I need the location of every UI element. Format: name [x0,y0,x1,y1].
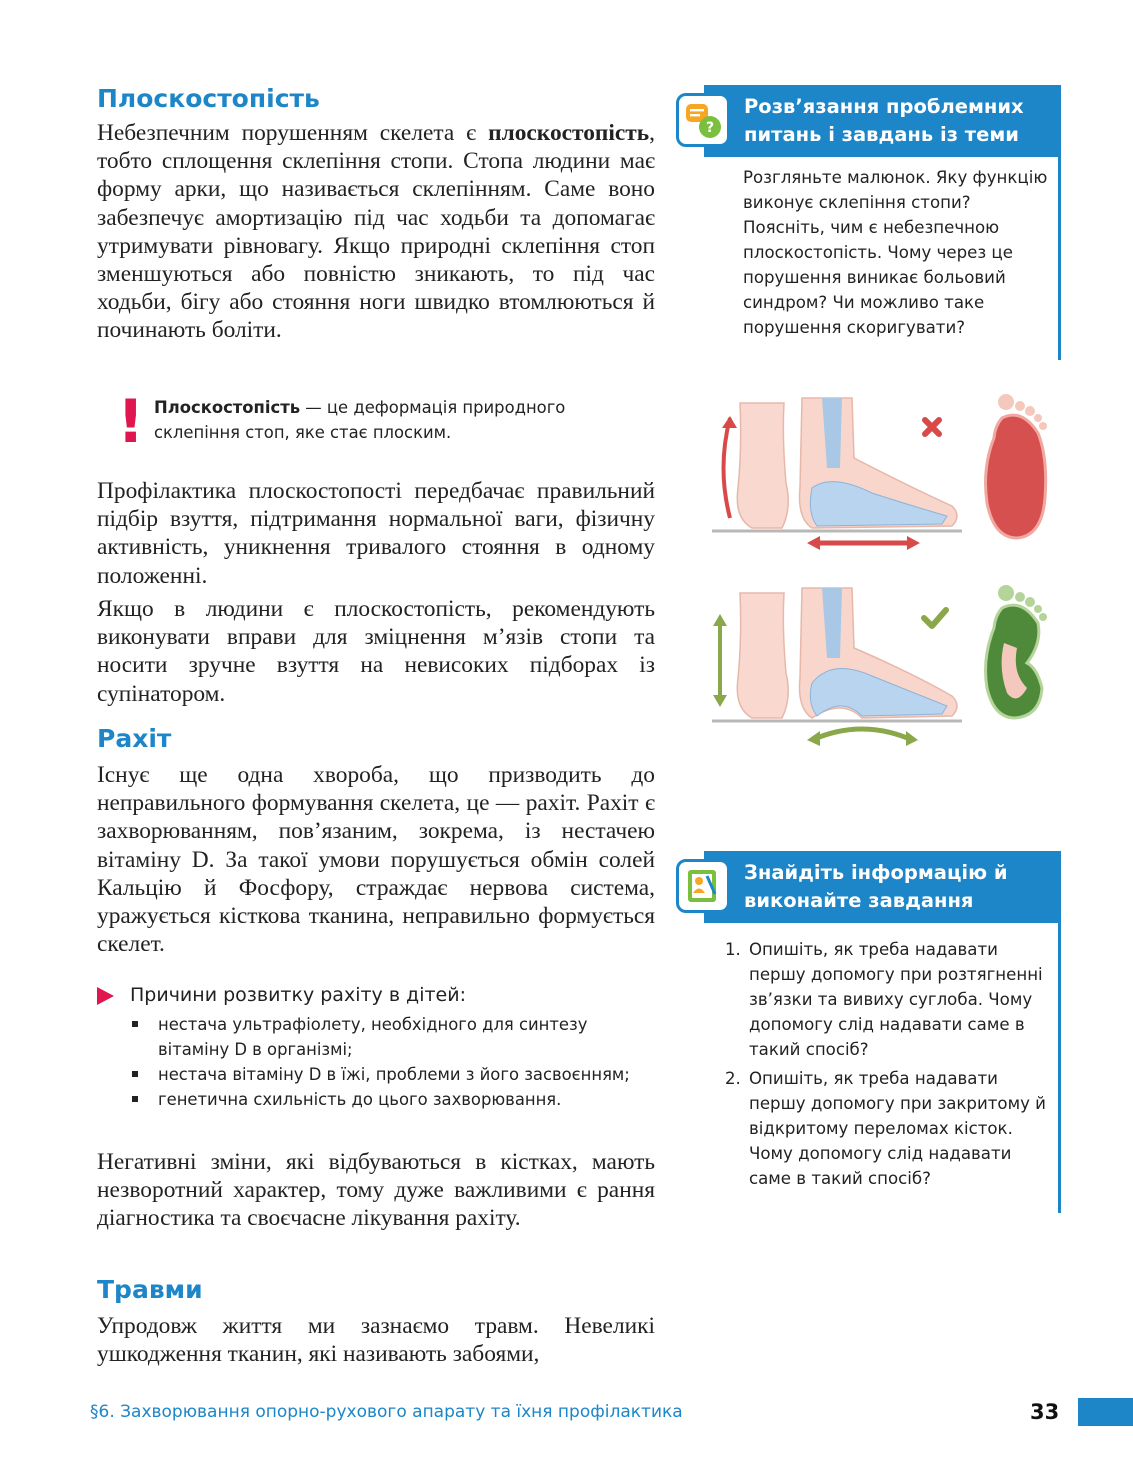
injuries-paragraph-1: Упродовж життя ми зазнаємо травм. Невеликі ушкодження тканин, які називають забоями, [97,1313,655,1368]
list-item [130,1087,660,1112]
section-title-rickets: Рахіт [97,724,172,753]
causes-label: Причини розвитку рахіту в дітей: [130,984,466,1006]
list-item-text: нестача вітаміну D в їжі, проблеми з його засвоєнням; [158,1065,630,1084]
definition-term: Плоскостопість [154,398,301,417]
task-list [725,937,1055,1191]
flatfoot-paragraph-2: Профілактика плоскостопості передбачає правильний підбір взуття, підтримання нормальної ваги, фізичну активність, уникнення тривалого стояння в одному положенні. [97,478,655,589]
list-item-text: нестача ультрафіолету, необхідного для синтезу вітаміну D в організмі; [158,1015,588,1059]
task-number: 1. [725,940,741,959]
problems-box-title: Розв’язання проблемних питань і завдань із теми [704,85,1061,157]
exclamation-icon: ! [117,387,145,457]
flat-foot-figure [712,394,1047,550]
square-bullet-icon [132,1096,138,1102]
problems-box-text: Розгляньте малюнок. Яку функцію виконує склепіння стопи? Поясніть, чим є небезпечною плоскостопість. Чому через це порушення виникає больовий синдром? Чи можливо таке порушення скоригувати? [743,168,1048,337]
task-text: Опишіть, як треба надавати першу допомогу при розтягненні зв’язки та вивиху суглоба. Чому допомогу слід надавати саме в такий спосіб? [749,940,1043,1059]
list-item [725,937,1055,1062]
square-bullet-icon [132,1071,138,1077]
definition-text [154,395,654,445]
chapter-footer: §6. Захворювання опорно-рухового апарату та їхня профілактика [90,1402,683,1422]
page-number: 33 [1030,1400,1060,1424]
normal-foot-figure [712,585,1047,746]
causes-heading [97,980,657,1010]
definition-note [117,387,657,460]
document-person-icon [676,859,730,913]
info-box-title: Знайдіть інформацію й виконайте завдання [704,851,1061,923]
section-title-flatfoot: Плоскостопість [97,84,320,113]
svg-text:?: ? [705,120,715,136]
causes-list [130,1012,660,1112]
foot-arch-illustration [712,388,1067,758]
list-item [130,1062,660,1087]
info-box-tasks [725,937,1055,1195]
definition-body: — це деформація природного склепіння стоп, яке стає плоским. [154,398,566,442]
task-number: 2. [725,1069,741,1088]
problems-box [676,85,1061,360]
rickets-paragraph-2: Негативні зміни, які відбуваються в кістках, мають незворотний характер, тому дуже важливими є рання діагностика та своєчасне лікування рахіту. [97,1149,655,1232]
rickets-paragraph-1: Існує ще одна хвороба, що призводить до неправильного формування скелета, це — рахіт. Рахіт є захворюванням, пов’язаним, зокрема, із нестачею вітаміну D. За такої умови порушується обмін солей Кальцію й Фосфору, страждає нервова система, уражується кісткова тканина, неправильно формується скелет. [97,762,655,958]
box-border [1058,851,1061,1213]
triangle-bullet-icon [97,987,114,1005]
info-box [676,851,1061,1213]
text-span: Небезпечним порушенням скелета є [97,120,489,146]
square-bullet-icon [132,1021,138,1027]
flatfoot-paragraph-1 [97,119,655,345]
list-item [725,1066,1055,1191]
flatfoot-paragraph-3: Якщо в людини є плоскостопість, рекомендують виконувати вправи для зміцнення м’язів стопи та носити зручне взуття на невисоких підборах із супінатором. [97,596,655,707]
list-item-text: генетична схильність до цього захворювання. [158,1090,562,1109]
list-item [130,1012,660,1062]
page-tab-bar [1078,1398,1133,1426]
section-title-injuries: Травми [97,1275,203,1304]
text-span: , тобто сплощення склепіння стопи. Стопа людини має форму арки, що називається склепінням. Саме воно забезпечує амортизацію під час ходьби та допомагає утримувати рівновагу. Якщо природні склепіння стоп зменшуються або повністю зникають, то під час ходьби, бігу або стояння ноги швидко втомлюються й починають боліти. [97,120,655,344]
task-text: Опишіть, як треба надавати першу допомогу при закритому й відкритому переломах кісток. Чому допомогу слід надавати саме в такий спосіб? [749,1069,1046,1188]
speech-bubbles-question-icon [676,93,730,147]
box-border [1058,85,1061,360]
term-bold: плоскостопість [488,120,650,146]
